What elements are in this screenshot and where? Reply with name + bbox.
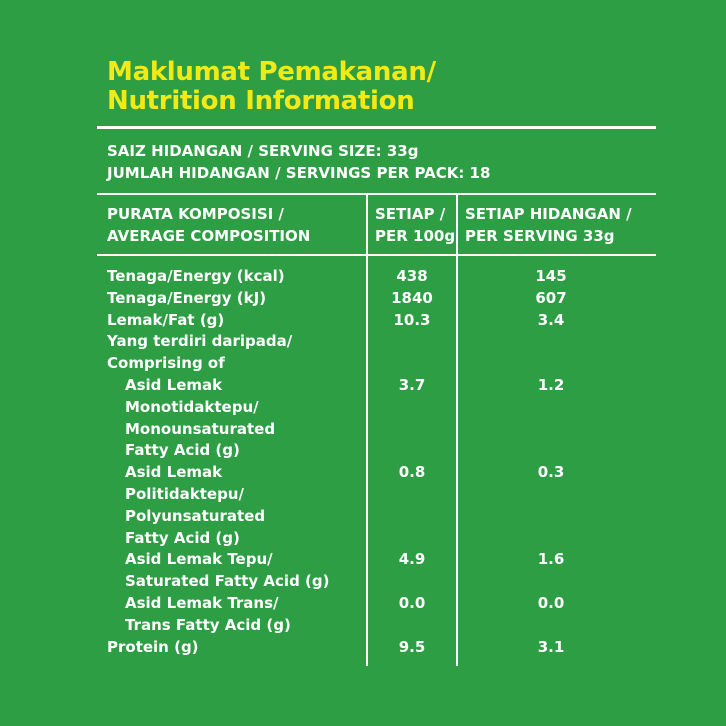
header-per100-1: SETIAP / [375, 205, 446, 223]
row-label: Tenaga/Energy (kJ) [107, 288, 267, 307]
row-label: Asid Lemak Trans/ [125, 594, 279, 612]
header-perserving-2: PER SERVING 33g [465, 227, 615, 245]
row-value-per-serving: 1.2 [537, 376, 565, 394]
header-per100-2: PER 100g [375, 227, 456, 245]
row-label: Monotidaktepu/ [125, 397, 259, 416]
row-label: Lemak/Fat (g) [107, 310, 225, 329]
row-value-per100g: 0.8 [398, 463, 426, 482]
row-value-per100g: 3.7 [398, 376, 426, 394]
row-value-per-serving: 0.3 [537, 463, 565, 482]
row-label: Trans Fatty Acid (g) [125, 615, 291, 634]
header-perserving-1: SETIAP HIDANGAN / [465, 205, 632, 223]
title-line-2: Nutrition Information [107, 86, 415, 116]
divider-top [97, 126, 656, 129]
row-label: Yang terdiri daripada/ [107, 332, 293, 351]
row-value-per100g: 0.0 [398, 594, 426, 612]
row-value-per-serving: 3.1 [537, 637, 565, 656]
divider-header [97, 254, 656, 256]
row-label: Asid Lemak [125, 376, 223, 394]
serving-size: SAIZ HIDANGAN / SERVING SIZE: 33g [107, 142, 419, 160]
row-label: Monounsaturated [125, 419, 276, 438]
row-value-per100g: 9.5 [398, 637, 426, 656]
header-composition-1: PURATA KOMPOSISI / [107, 205, 284, 223]
row-label: Protein (g) [107, 637, 199, 656]
row-label: Asid Lemak Tepu/ [125, 550, 273, 569]
row-label: Asid Lemak [125, 463, 223, 482]
row-label: Fatty Acid (g) [125, 528, 240, 547]
row-value-per-serving: 607 [535, 288, 567, 307]
row-value-per100g: 10.3 [393, 310, 431, 329]
row-value-per-serving: 1.6 [537, 550, 565, 569]
row-label: Politidaktepu/ [125, 485, 244, 503]
servings-per-pack: JUMLAH HIDANGAN / SERVINGS PER PACK: 18 [107, 164, 491, 182]
divider-serving [97, 193, 656, 195]
row-label: Fatty Acid (g) [125, 441, 240, 460]
row-label: Saturated Fatty Acid (g) [125, 572, 330, 591]
row-value-per100g: 4.9 [398, 550, 426, 569]
row-value-per-serving: 0.0 [537, 594, 565, 612]
row-value-per100g: 438 [396, 267, 428, 285]
row-label: Tenaga/Energy (kcal) [107, 267, 285, 285]
row-label: Comprising of [107, 354, 225, 373]
row-value-per100g: 1840 [391, 288, 433, 307]
header-composition-2: AVERAGE COMPOSITION [107, 227, 311, 245]
title-line-1: Maklumat Pemakanan/ [107, 57, 436, 87]
nutrition-title [107, 58, 436, 116]
row-value-per-serving: 3.4 [537, 310, 565, 329]
row-label: Polyunsaturated [125, 506, 266, 525]
row-value-per-serving: 145 [535, 267, 567, 285]
